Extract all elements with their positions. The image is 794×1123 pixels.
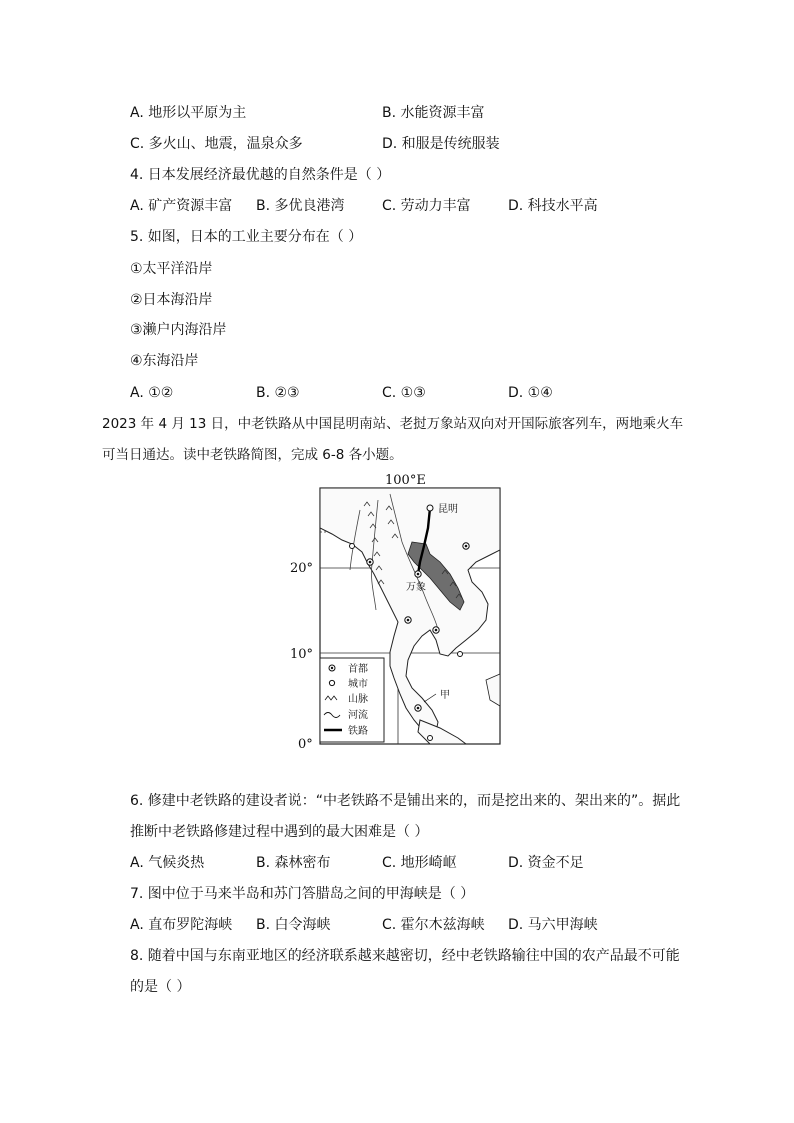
q5-item-4: ④东海沿岸: [130, 353, 199, 369]
q5-option-d: D. ①④: [508, 385, 553, 401]
q7-stem: 7. 图中位于马来半岛和苏门答腊岛之间的甲海峡是（ ）: [130, 886, 475, 902]
q5-item-1: ①太平洋沿岸: [130, 261, 213, 277]
legend-river: 河流: [348, 710, 368, 721]
lat-label-0: 0°: [298, 737, 313, 750]
q6-option-c: C. 地形崎岖: [382, 855, 457, 871]
q4-option-b: B. 多优良港湾: [256, 198, 345, 214]
map-city-vientiane: 万象: [406, 582, 426, 593]
q5-option-b: B. ②③: [256, 385, 300, 401]
q5-item-3: ③濑户内海沿岸: [130, 322, 227, 338]
q5-option-c: C. ①③: [382, 385, 426, 401]
q3-option-c: C. 多火山、地震，温泉众多: [130, 136, 303, 152]
q6-stem-line-1: 6. 修建中老铁路的建设者说：“中老铁路不是铺出来的，而是挖出来的、架出来的”。据此: [130, 793, 681, 809]
q6-stem-line-2: 推断中老铁路修建过程中遇到的最大困难是（ ）: [130, 824, 429, 840]
q4-option-c: C. 劳动力丰富: [382, 198, 471, 214]
q3-option-a: A. 地形以平原为主: [130, 105, 247, 121]
q6-option-a: A. 气候炎热: [130, 855, 205, 871]
q8-stem-line-1: 8. 随着中国与东南亚地区的经济联系越来越密切，经中老铁路输往中国的农产品最不可能: [130, 948, 680, 964]
legend-capital: 首都: [348, 664, 368, 675]
lat-label-10: 10°: [290, 647, 314, 662]
q6-option-d: D. 资金不足: [508, 855, 584, 871]
map-longitude-label: 100°E: [385, 473, 426, 488]
map-strait-label: 甲: [440, 690, 450, 701]
q3-option-b: B. 水能资源丰富: [382, 105, 485, 121]
q5-option-a: A. ①②: [130, 385, 174, 401]
q3-option-d: D. 和服是传统服装: [382, 136, 500, 152]
q7-option-d: D. 马六甲海峡: [508, 917, 598, 933]
passage-line-1: 2023 年 4 月 13 日，中老铁路从中国昆明南站、老挝万象站双向对开国际旅客列车，两地乘火车: [102, 416, 684, 432]
map-city-kunming: 昆明: [438, 504, 458, 515]
q4-option-a: A. 矿产资源丰富: [130, 198, 233, 214]
legend-mountain: 山脉: [348, 694, 368, 705]
passage-line-2: 可当日通达。读中老铁路简图，完成 6-8 各小题。: [102, 447, 403, 463]
q7-option-a: A. 直布罗陀海峡: [130, 917, 233, 933]
q8-stem-line-2: 的是（ ）: [130, 979, 191, 995]
legend-railway: 铁路: [348, 726, 368, 737]
q5-stem: 5. 如图，日本的工业主要分布在（ ）: [130, 229, 363, 245]
q5-item-2: ②日本海沿岸: [130, 292, 213, 308]
q6-option-b: B. 森林密布: [256, 855, 331, 871]
legend-city: 城市: [348, 679, 368, 690]
q7-option-b: B. 白令海峡: [256, 917, 331, 933]
q7-option-c: C. 霍尔木兹海峡: [382, 917, 485, 933]
q4-option-d: D. 科技水平高: [508, 198, 598, 214]
q4-stem: 4. 日本发展经济最优越的自然条件是（ ）: [130, 167, 391, 183]
lat-label-20: 20°: [290, 561, 314, 576]
china-laos-railway-map: [290, 470, 505, 750]
